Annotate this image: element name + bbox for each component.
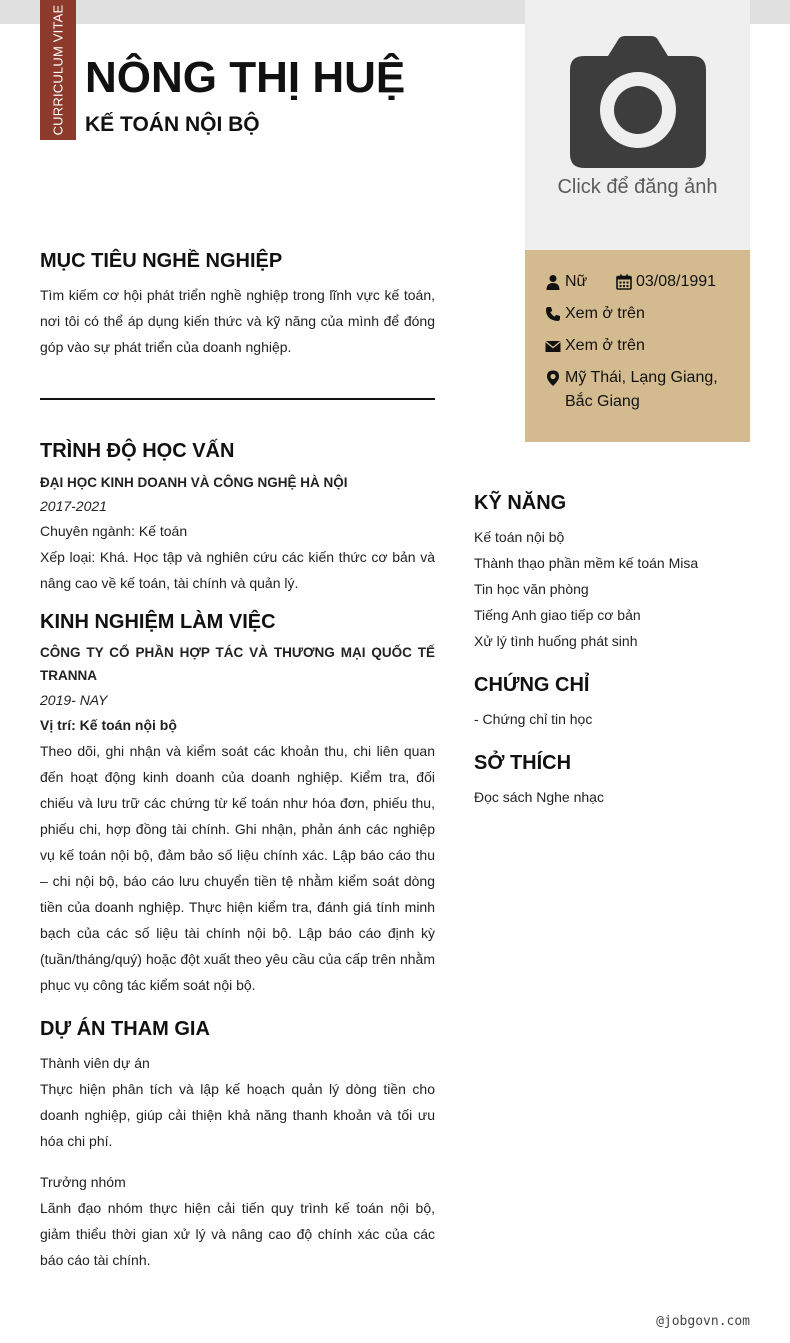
experience-period: 2019- NAY bbox=[40, 692, 108, 708]
certificate-item: - Chứng chỉ tin học bbox=[474, 711, 593, 727]
gender-value: Nữ bbox=[565, 273, 588, 290]
birthdate-value: 03/08/1991 bbox=[636, 273, 717, 290]
project-role: Trưởng nhóm bbox=[40, 1174, 126, 1190]
phone-value: Xem ở trên bbox=[565, 305, 645, 322]
gender-row bbox=[545, 270, 587, 294]
map-pin-icon bbox=[545, 368, 561, 388]
hobbies-text: Đọc sách Nghe nhạc bbox=[474, 789, 604, 805]
section-divider bbox=[40, 398, 435, 400]
skill-item: Xử lý tình huống phát sinh bbox=[474, 633, 638, 649]
upload-photo-label[interactable]: Click để đăng ảnh bbox=[557, 176, 718, 198]
email-row bbox=[545, 334, 645, 358]
education-school: ĐẠI HỌC KINH DOANH VÀ CÔNG NGHỆ HÀ NỘI bbox=[40, 475, 348, 490]
skill-item: Tin học văn phòng bbox=[474, 581, 589, 597]
objective-text: Tìm kiếm cơ hội phát triển nghề nghiệp trong lĩnh vực kế toán, nơi tôi có thể áp dụng kiến thức và kỹ năng của mình để đóng góp vào sự phát triển của doanh nghiệp. bbox=[40, 287, 435, 355]
job-title: KẾ TOÁN NỘI BỘ bbox=[85, 113, 260, 136]
email-value: Xem ở trên bbox=[565, 337, 645, 354]
contact-box bbox=[525, 250, 750, 442]
envelope-icon bbox=[545, 338, 561, 354]
projects-title: DỰ ÁN THAM GIA bbox=[40, 1018, 210, 1040]
person-icon bbox=[545, 274, 561, 290]
education-period: 2017-2021 bbox=[40, 498, 107, 514]
phone-icon bbox=[545, 306, 561, 322]
education-major: Chuyên ngành: Kế toán bbox=[40, 523, 188, 539]
hobbies-title: SỞ THÍCH bbox=[474, 752, 572, 774]
project-description: Thực hiện phân tích và lập kế hoạch quản lý dòng tiền cho doanh nghiệp, giúp cải thiện khả năng thanh khoản và tối ưu hóa chi phí. bbox=[40, 1081, 435, 1149]
address-value: Mỹ Thái, Lạng Giang, Bắc Giang bbox=[565, 369, 718, 410]
skills-title: KỸ NĂNG bbox=[474, 492, 567, 514]
candidate-name: NÔNG THỊ HUỆ bbox=[85, 53, 406, 102]
birthdate-row bbox=[616, 270, 716, 294]
phone-row bbox=[545, 302, 645, 326]
camera-icon bbox=[570, 36, 706, 168]
skill-item: Kế toán nội bộ bbox=[474, 529, 565, 545]
photo-upload[interactable] bbox=[525, 0, 750, 250]
address-row bbox=[545, 366, 735, 414]
project-description: Lãnh đạo nhóm thực hiện cải tiến quy trình kế toán nội bộ, giảm thiểu thời gian xử lý và nâng cao độ chính xác của các báo cáo tài chính. bbox=[40, 1200, 435, 1268]
project-role: Thành viên dự án bbox=[40, 1055, 150, 1071]
objective-title: MỤC TIÊU NGHỀ NGHIỆP bbox=[40, 250, 283, 272]
skill-item: Tiếng Anh giao tiếp cơ bản bbox=[474, 607, 641, 623]
skill-item: Thành thạo phần mềm kế toán Misa bbox=[474, 555, 699, 571]
education-title: TRÌNH ĐỘ HỌC VẤN bbox=[40, 440, 235, 462]
experience-title: KINH NGHIỆM LÀM VIỆC bbox=[40, 611, 276, 633]
curriculum-vitae-tag bbox=[40, 0, 76, 140]
experience-company: CÔNG TY CỔ PHẦN HỢP TÁC VÀ THƯƠNG MẠI QUỐC TẾ TRANNA bbox=[40, 645, 435, 683]
experience-position: Vị trí: Kế toán nội bộ bbox=[40, 717, 177, 733]
curriculum-vitae-label: CURRICULUM VITAE bbox=[50, 4, 66, 136]
calendar-icon bbox=[616, 274, 632, 290]
footer-watermark: @jobgovn.com bbox=[656, 1314, 750, 1329]
certificates-title: CHỨNG CHỈ bbox=[474, 674, 590, 696]
education-rank: Xếp loại: Khá. Học tập và nghiên cứu các kiến thức cơ bản và nâng cao về kế toán, tài chính và quản lý. bbox=[40, 549, 435, 591]
experience-description: Theo dõi, ghi nhận và kiểm soát các khoản thu, chi liên quan đến hoạt động kinh doanh của doanh nghiệp. Kiểm tra, đối chiếu và lưu trữ các chứng từ kế toán như hóa đơn, phiếu thu, phiếu chi, hợp đồng tài chính. Ghi nhận, phản ánh các nghiệp vụ kế toán nội bộ, đảm bảo số liệu chính xác. Lập báo cáo thu – chi nội bộ, báo cáo lưu chuyển tiền tệ nhằm kiểm soát dòng tiền của doanh nghiệp. Thực hiện kiểm tra, đánh giá tính minh bạch của các số liệu tài chính nội bộ. Lập báo cáo định kỳ (tuần/tháng/quý) hoặc đột xuất theo yêu cầu của cấp trên nhằm phục vụ công tác kiểm soát nội bộ. bbox=[40, 743, 435, 993]
